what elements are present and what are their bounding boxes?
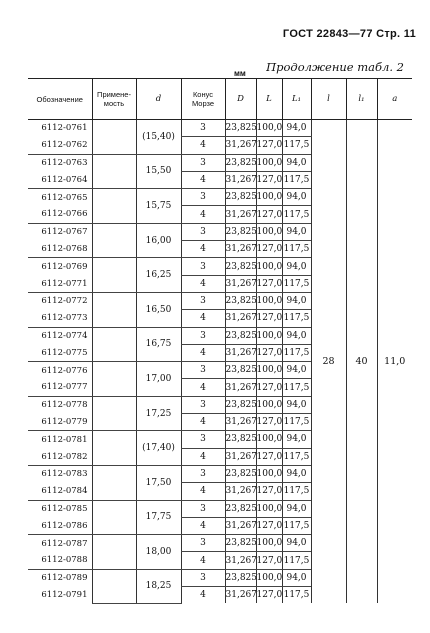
morse-cell: 4 <box>181 206 225 223</box>
L1-cell: 117,5 <box>282 206 311 223</box>
designation-cell: 6112-0784 <box>28 483 92 500</box>
designation-cell: 6112-0777 <box>28 379 92 396</box>
D-cell: 31,267 <box>225 344 256 361</box>
L-cell: 127,0 <box>256 310 282 327</box>
D-cell: 23,825 <box>225 120 256 137</box>
L1-cell: 94,0 <box>282 154 311 171</box>
L-cell: 100,0 <box>256 396 282 413</box>
L1-cell: 117,5 <box>282 587 311 604</box>
col-header-D: D <box>225 79 256 120</box>
designation-cell: 6112-0772 <box>41 296 88 307</box>
L-cell: 100,0 <box>256 154 282 171</box>
L1-cell: 94,0 <box>282 465 311 482</box>
application-cell <box>92 292 136 327</box>
L-cell: 127,0 <box>256 414 282 431</box>
d-cell: 17,75 <box>136 500 181 535</box>
L1-cell: 94,0 <box>282 500 311 517</box>
morse-cell: 4 <box>181 414 225 431</box>
d-cell: 16,25 <box>136 258 181 293</box>
D-cell: 23,825 <box>225 465 256 482</box>
designation-cell: 6112-0791 <box>41 589 88 600</box>
morse-cell: 4 <box>181 137 225 154</box>
L-cell: 100,0 <box>256 258 282 275</box>
d-cell: 16,50 <box>136 292 181 327</box>
D-cell: 23,825 <box>225 223 256 240</box>
designation-cell: 6112-0785 <box>41 503 88 514</box>
morse-cell: 3 <box>181 189 225 206</box>
designation-cell: 6112-0786 <box>28 517 92 534</box>
D-cell: 23,825 <box>225 258 256 275</box>
D-cell: 31,267 <box>225 310 256 327</box>
L-cell: 127,0 <box>256 587 282 604</box>
d-cell: 16,00 <box>136 223 181 258</box>
D-cell: 31,267 <box>225 517 256 534</box>
morse-cell: 4 <box>181 552 225 569</box>
application-cell <box>92 223 136 258</box>
table-row <box>28 120 412 137</box>
application-cell <box>92 154 136 189</box>
application-cell <box>92 258 136 293</box>
L-cell: 127,0 <box>256 137 282 154</box>
designation-cell: 6112-0783 <box>41 469 88 480</box>
application-cell <box>92 431 136 466</box>
D-cell: 31,267 <box>225 206 256 223</box>
units-label: мм <box>234 69 246 78</box>
L-cell: 127,0 <box>256 517 282 534</box>
L-cell: 100,0 <box>256 292 282 309</box>
D-cell: 23,825 <box>225 327 256 344</box>
L-cell: 100,0 <box>256 535 282 552</box>
L-cell: 100,0 <box>256 431 282 448</box>
a-cell: 11,0 <box>377 120 412 604</box>
morse-cell: 3 <box>181 569 225 586</box>
morse-cell: 4 <box>181 275 225 292</box>
designation-cell: 6112-0768 <box>28 241 92 258</box>
L-cell: 127,0 <box>256 344 282 361</box>
application-cell <box>92 465 136 500</box>
L1-cell: 117,5 <box>282 275 311 292</box>
designation-cell: 6112-0781 <box>41 434 88 445</box>
L-cell: 127,0 <box>256 171 282 188</box>
D-cell: 31,267 <box>225 448 256 465</box>
D-cell: 23,825 <box>225 189 256 206</box>
designation-cell: 6112-0766 <box>28 206 92 223</box>
application-cell <box>92 362 136 397</box>
col-header-L1: L₁ <box>282 79 311 120</box>
table-continuation-label: Продолжение табл. 2 <box>266 60 404 74</box>
L-cell: 127,0 <box>256 483 282 500</box>
L-cell: 100,0 <box>256 189 282 206</box>
D-cell: 31,267 <box>225 275 256 292</box>
L1-cell: 94,0 <box>282 535 311 552</box>
morse-cell: 3 <box>181 431 225 448</box>
designation-cell: 6112-0779 <box>28 414 92 431</box>
morse-cell: 3 <box>181 500 225 517</box>
morse-cell: 4 <box>181 241 225 258</box>
L-cell: 127,0 <box>256 275 282 292</box>
D-cell: 23,825 <box>225 396 256 413</box>
L1-cell: 117,5 <box>282 448 311 465</box>
D-cell: 23,825 <box>225 535 256 552</box>
morse-cell: 3 <box>181 120 225 137</box>
D-cell: 23,825 <box>225 292 256 309</box>
L1-cell: 117,5 <box>282 241 311 258</box>
L-cell: 100,0 <box>256 223 282 240</box>
morse-cell: 3 <box>181 327 225 344</box>
L1-cell: 94,0 <box>282 120 311 137</box>
designation-cell: 6112-0767 <box>41 227 88 238</box>
table-header-row <box>28 79 412 120</box>
D-cell: 23,825 <box>225 431 256 448</box>
application-cell <box>92 189 136 224</box>
designation-cell: 6112-0776 <box>41 365 88 376</box>
L-cell: 127,0 <box>256 448 282 465</box>
morse-cell: 4 <box>181 517 225 534</box>
d-cell: 17,00 <box>136 362 181 397</box>
application-cell <box>92 396 136 431</box>
col-header-designation: Обозначение <box>28 79 92 120</box>
L1-cell: 117,5 <box>282 137 311 154</box>
morse-cell: 4 <box>181 448 225 465</box>
spec-table <box>28 78 412 604</box>
d-cell: 18,00 <box>136 535 181 570</box>
col-header-l: l <box>311 79 346 120</box>
d-cell: 15,75 <box>136 189 181 224</box>
application-cell <box>92 120 136 155</box>
D-cell: 31,267 <box>225 587 256 604</box>
L1-cell: 117,5 <box>282 414 311 431</box>
designation-cell: 6112-0778 <box>41 400 88 411</box>
document-header: ГОСТ 22843—77 Стр. 11 <box>282 28 416 40</box>
designation-cell: 6112-0764 <box>28 171 92 188</box>
L1-cell: 94,0 <box>282 327 311 344</box>
table-body <box>28 120 412 604</box>
designation-cell: 6112-0771 <box>28 275 92 292</box>
D-cell: 23,825 <box>225 154 256 171</box>
L-cell: 100,0 <box>256 327 282 344</box>
D-cell: 31,267 <box>225 414 256 431</box>
morse-cell: 3 <box>181 362 225 379</box>
d-cell: 17,50 <box>136 465 181 500</box>
morse-cell: 4 <box>181 344 225 361</box>
D-cell: 31,267 <box>225 552 256 569</box>
morse-cell: 4 <box>181 379 225 396</box>
L1-cell: 94,0 <box>282 569 311 586</box>
col-header-a: a <box>377 79 412 120</box>
L-cell: 127,0 <box>256 379 282 396</box>
designation-cell: 6112-0782 <box>28 448 92 465</box>
d-cell: (15,40) <box>136 120 181 155</box>
application-cell <box>92 327 136 362</box>
application-cell <box>92 500 136 535</box>
designation-cell: 6112-0775 <box>28 344 92 361</box>
L-cell: 100,0 <box>256 500 282 517</box>
D-cell: 31,267 <box>225 483 256 500</box>
L-cell: 127,0 <box>256 206 282 223</box>
L-cell: 100,0 <box>256 362 282 379</box>
designation-cell: 6112-0789 <box>41 573 88 584</box>
designation-cell: 6112-0787 <box>41 538 88 549</box>
col-header-morse: Конус Морзе <box>181 79 225 120</box>
D-cell: 23,825 <box>225 362 256 379</box>
designation-cell: 6112-0761 <box>41 123 88 134</box>
L-cell: 100,0 <box>256 465 282 482</box>
L1-cell: 94,0 <box>282 189 311 206</box>
L1-cell: 117,5 <box>282 483 311 500</box>
L-cell: 127,0 <box>256 241 282 258</box>
application-cell <box>92 569 136 603</box>
D-cell: 23,825 <box>225 500 256 517</box>
d-cell: 16,75 <box>136 327 181 362</box>
morse-cell: 4 <box>181 171 225 188</box>
morse-cell: 3 <box>181 535 225 552</box>
morse-cell: 3 <box>181 223 225 240</box>
L-cell: 100,0 <box>256 569 282 586</box>
designation-cell: 6112-0763 <box>41 157 88 168</box>
d-cell: 15,50 <box>136 154 181 189</box>
designation-cell: 6112-0769 <box>41 261 88 272</box>
col-header-L: L <box>256 79 282 120</box>
morse-cell: 3 <box>181 292 225 309</box>
L1-cell: 94,0 <box>282 431 311 448</box>
D-cell: 31,267 <box>225 241 256 258</box>
col-header-l1: l₁ <box>346 79 377 120</box>
d-cell: 17,25 <box>136 396 181 431</box>
morse-cell: 4 <box>181 587 225 604</box>
D-cell: 23,825 <box>225 569 256 586</box>
morse-cell: 3 <box>181 258 225 275</box>
L1-cell: 94,0 <box>282 258 311 275</box>
D-cell: 31,267 <box>225 137 256 154</box>
application-cell <box>92 535 136 570</box>
L1-cell: 94,0 <box>282 292 311 309</box>
L1-cell: 117,5 <box>282 344 311 361</box>
L1-cell: 117,5 <box>282 379 311 396</box>
designation-cell: 6112-0765 <box>41 192 88 203</box>
d-cell: (17,40) <box>136 431 181 466</box>
designation-cell: 6112-0774 <box>41 330 88 341</box>
col-header-d: d <box>136 79 181 120</box>
L1-cell: 117,5 <box>282 517 311 534</box>
D-cell: 31,267 <box>225 171 256 188</box>
morse-cell: 3 <box>181 396 225 413</box>
morse-cell: 3 <box>181 465 225 482</box>
L1-cell: 94,0 <box>282 362 311 379</box>
L1-cell: 94,0 <box>282 396 311 413</box>
morse-cell: 4 <box>181 310 225 327</box>
designation-cell: 6112-0773 <box>28 310 92 327</box>
col-header-application: Примене- мость <box>92 79 136 120</box>
morse-cell: 4 <box>181 483 225 500</box>
designation-cell: 6112-0788 <box>28 552 92 569</box>
l-cell: 28 <box>311 120 346 604</box>
L1-cell: 117,5 <box>282 310 311 327</box>
L-cell: 100,0 <box>256 120 282 137</box>
D-cell: 31,267 <box>225 379 256 396</box>
L1-cell: 117,5 <box>282 552 311 569</box>
L-cell: 127,0 <box>256 552 282 569</box>
L1-cell: 94,0 <box>282 223 311 240</box>
designation-cell: 6112-0762 <box>28 137 92 154</box>
L1-cell: 117,5 <box>282 171 311 188</box>
d-cell: 18,25 <box>136 569 181 603</box>
l1-cell: 40 <box>346 120 377 604</box>
morse-cell: 3 <box>181 154 225 171</box>
